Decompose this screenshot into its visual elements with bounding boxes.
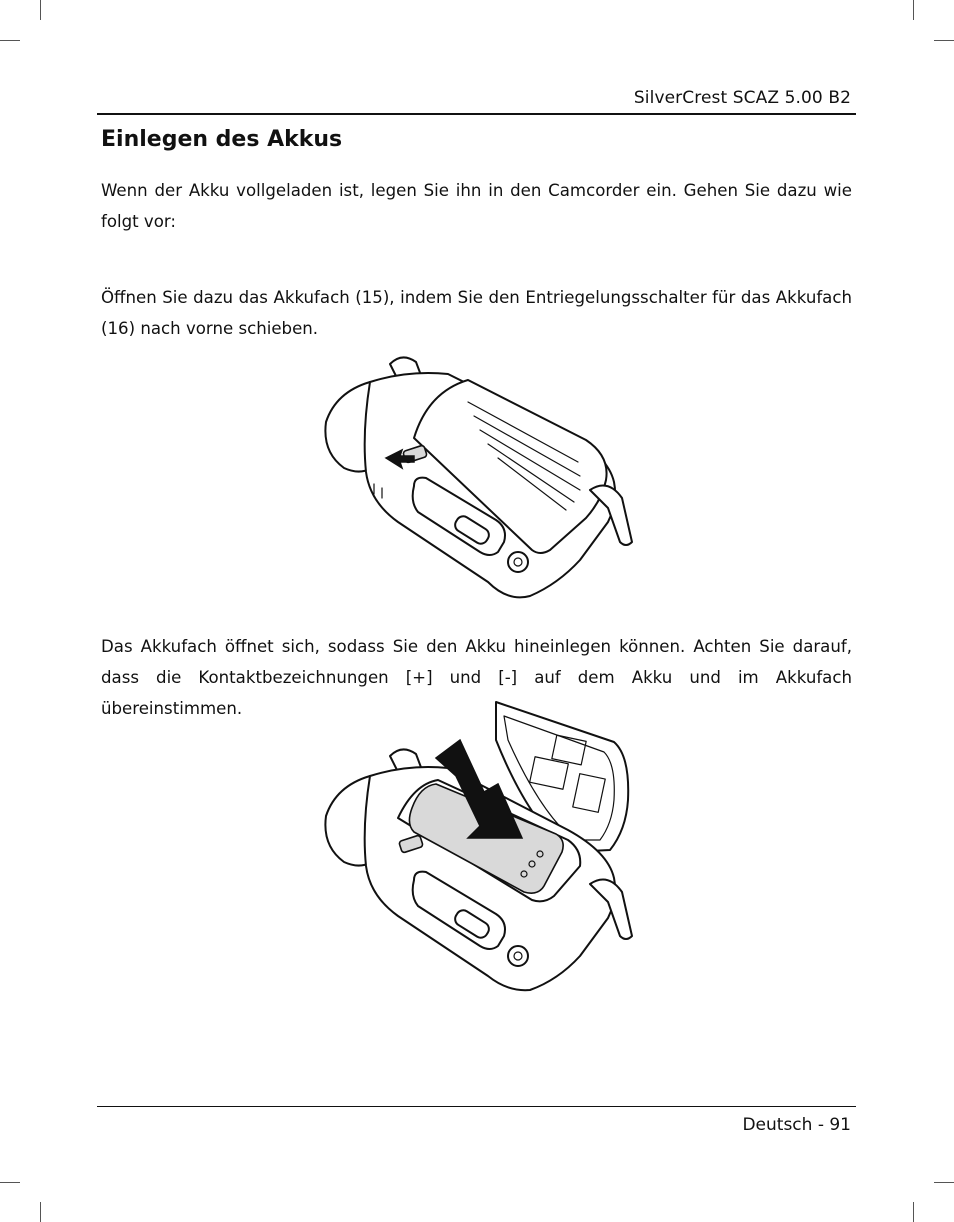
crop-mark (934, 40, 954, 41)
crop-mark (0, 1182, 20, 1183)
paragraph-step-open-compartment: Öffnen Sie dazu das Akkufach (15), indem Sie den Entriegelungsschalter für das Akkufach (16) nach vorne schieben. (101, 288, 852, 338)
crop-mark (913, 0, 914, 20)
crop-mark (913, 1202, 914, 1222)
figure-insert-battery (318, 700, 638, 992)
header-rule (97, 113, 856, 115)
crop-mark (40, 1202, 41, 1222)
paragraph-intro: Wenn der Akku vollgeladen ist, legen Sie ihn in den Camcorder ein. Gehen Sie dazu wie folgt vor: (101, 181, 852, 231)
lens-button (508, 552, 528, 572)
section-title: Einlegen des Akkus (101, 127, 343, 152)
crop-mark (0, 40, 20, 41)
crop-mark (934, 1182, 954, 1183)
figure-open-battery-compartment (318, 352, 638, 602)
footer-rule (97, 1106, 856, 1107)
lens-button (508, 946, 528, 966)
paragraph-step-insert-battery: Das Akkufach öffnet sich, sodass Sie den Akku hineinlegen können. Achten Sie darauf, dass die Kontaktbezeichnungen [+] und [-] auf dem Akku und im Akkufach übereinstimmen. (101, 637, 852, 718)
header-product-name: SilverCrest SCAZ 5.00 B2 (633, 88, 851, 108)
page-number: Deutsch - 91 (742, 1115, 851, 1135)
crop-mark (40, 0, 41, 20)
